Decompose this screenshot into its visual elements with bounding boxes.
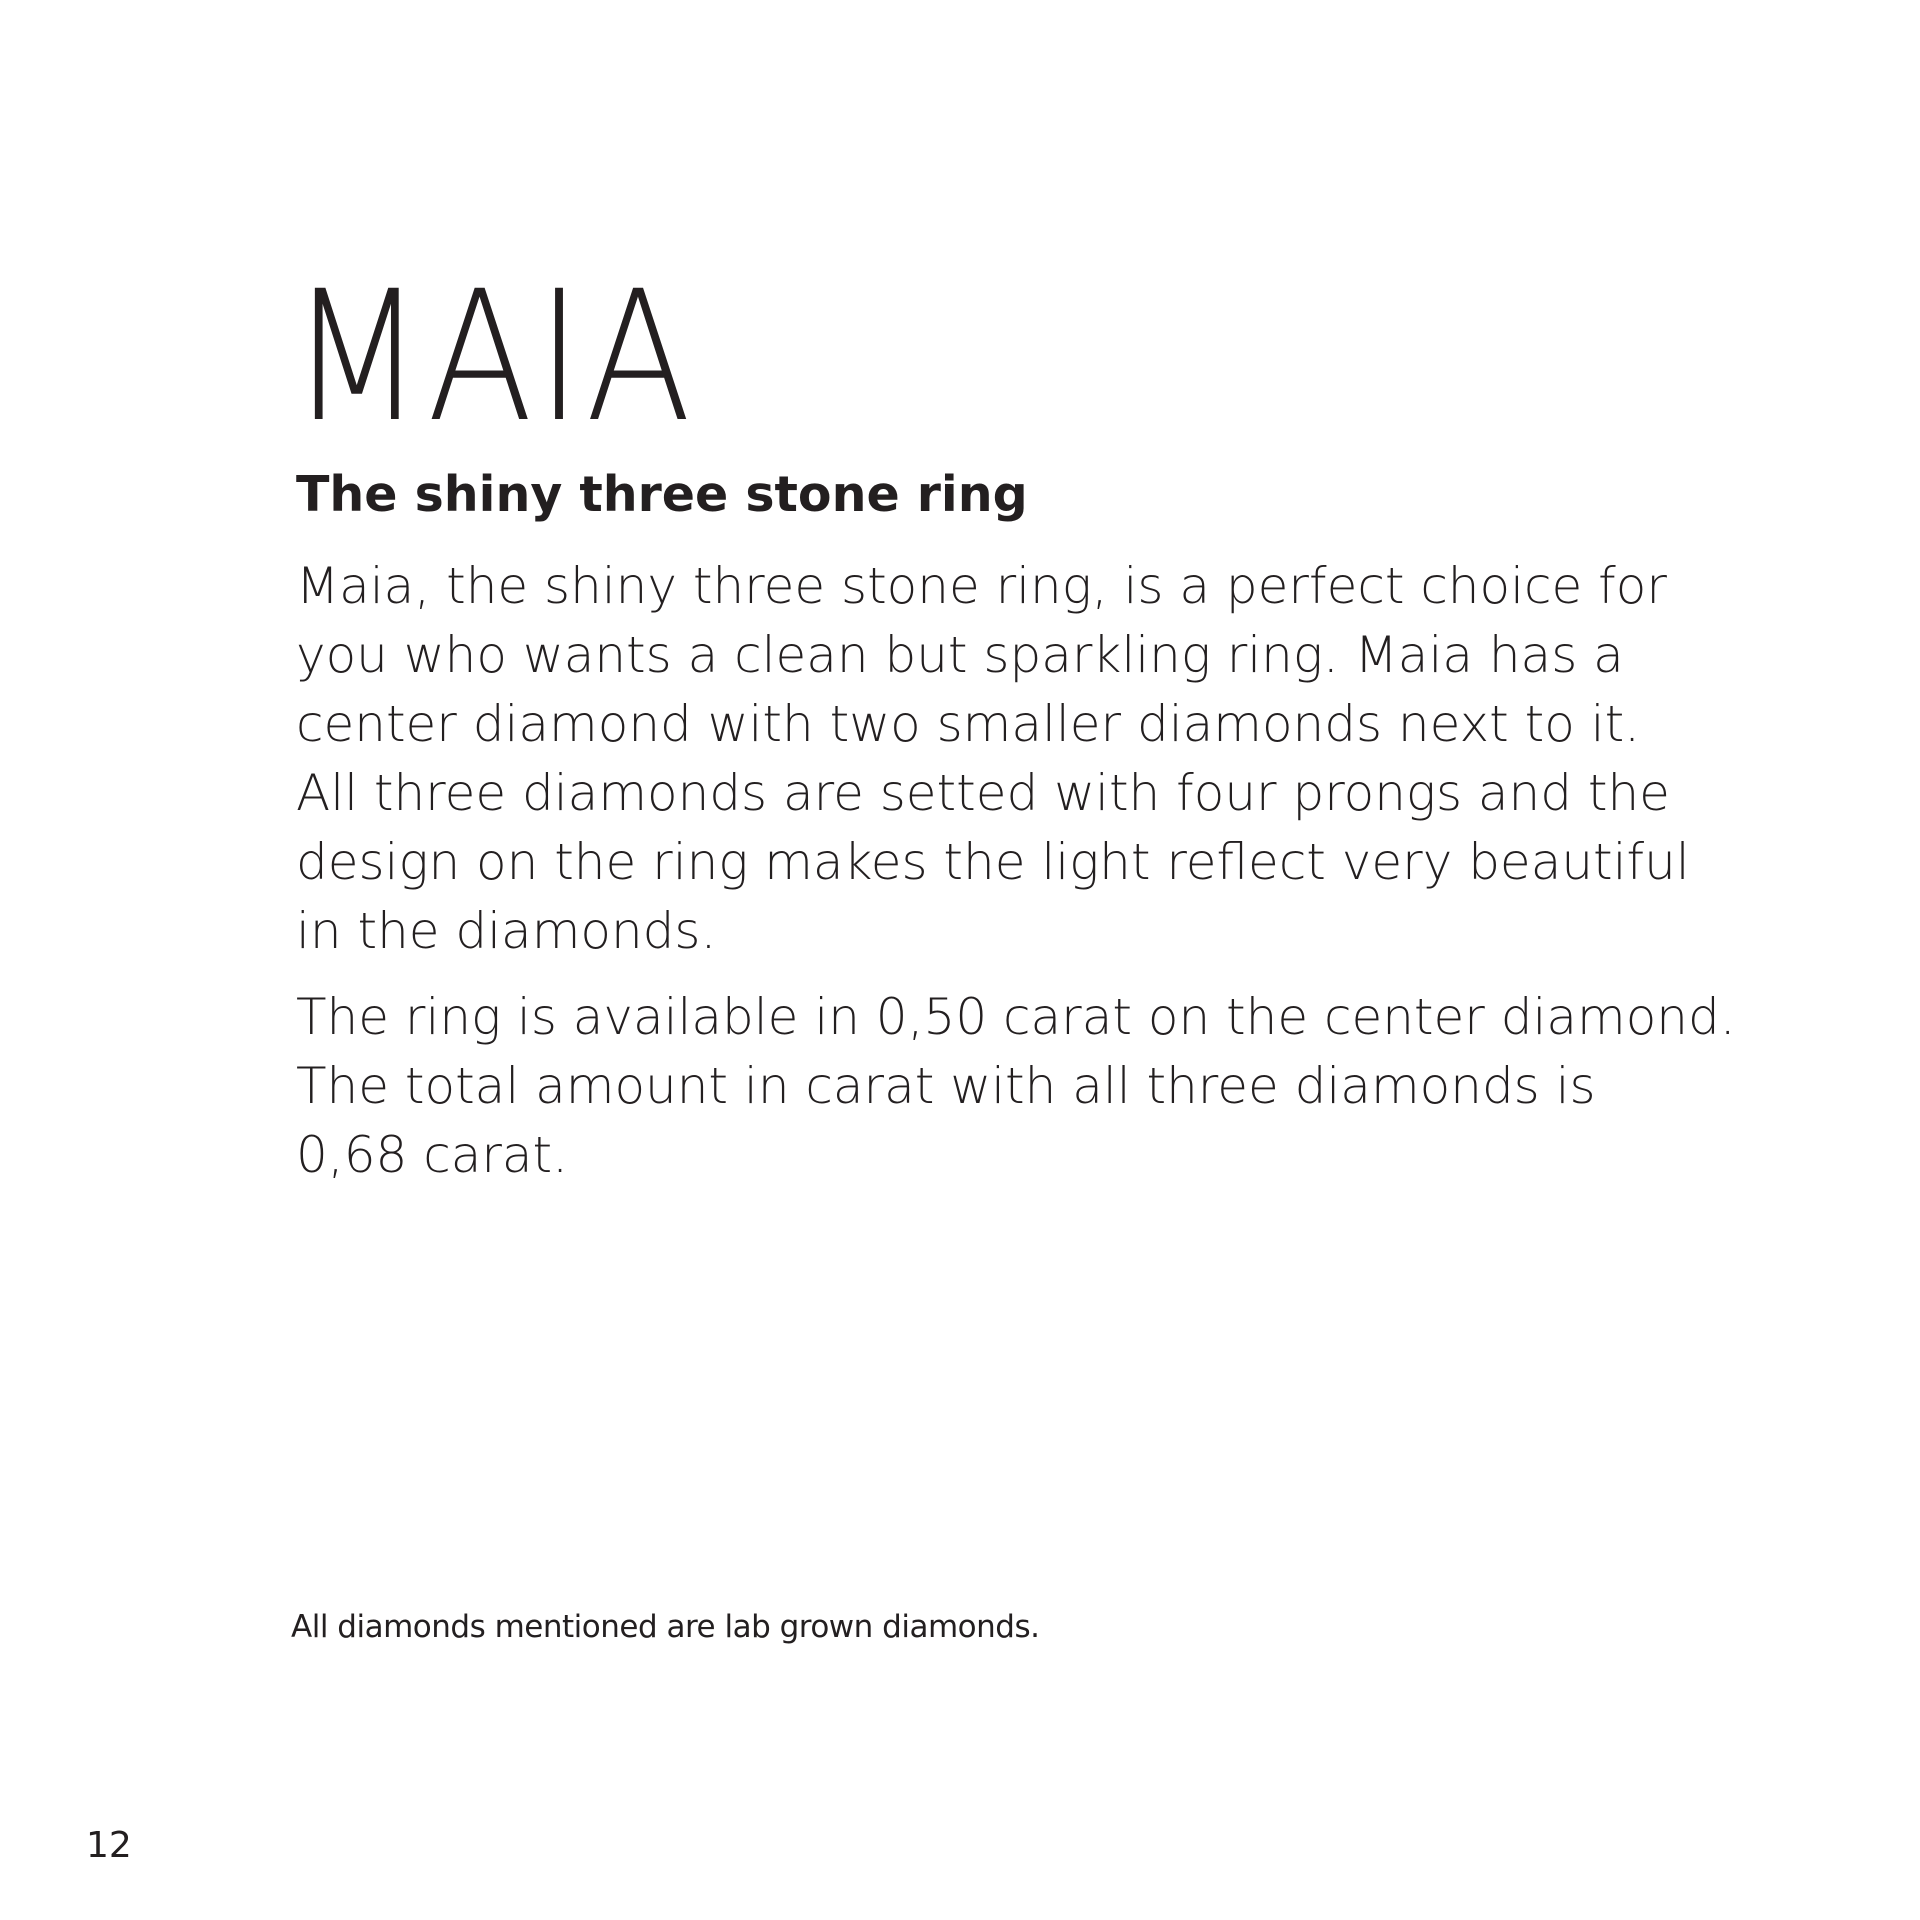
description-paragraph [296,552,1690,966]
page-number: 12 [86,1825,132,1866]
page-subtitle: The shiny three stone ring [296,466,1028,523]
paragraph-line: Maia, the shiny three stone ring, is a perfect choice for [296,557,1667,615]
paragraph-line: center diamond with two smaller diamonds next to it. [296,695,1641,753]
paragraph-line: design on the ring makes the light reflect very beautiful [296,833,1690,891]
paragraph-line: 0,68 carat. [296,1126,569,1184]
paragraph-line: The total amount in carat with all three diamonds is [296,1057,1596,1115]
paragraph-line: in the diamonds. [296,902,717,960]
paragraph-line: you who wants a clean but sparkling ring. Maia has a [296,626,1624,684]
paragraph-line: All three diamonds are setted with four prongs and the [296,764,1670,822]
paragraph-line: The ring is available in 0,50 carat on the center diamond. [296,988,1736,1046]
page-title: MAIA [290,253,695,462]
footnote: All diamonds mentioned are lab grown diamonds. [291,1609,1040,1645]
carat-paragraph [296,983,1736,1190]
